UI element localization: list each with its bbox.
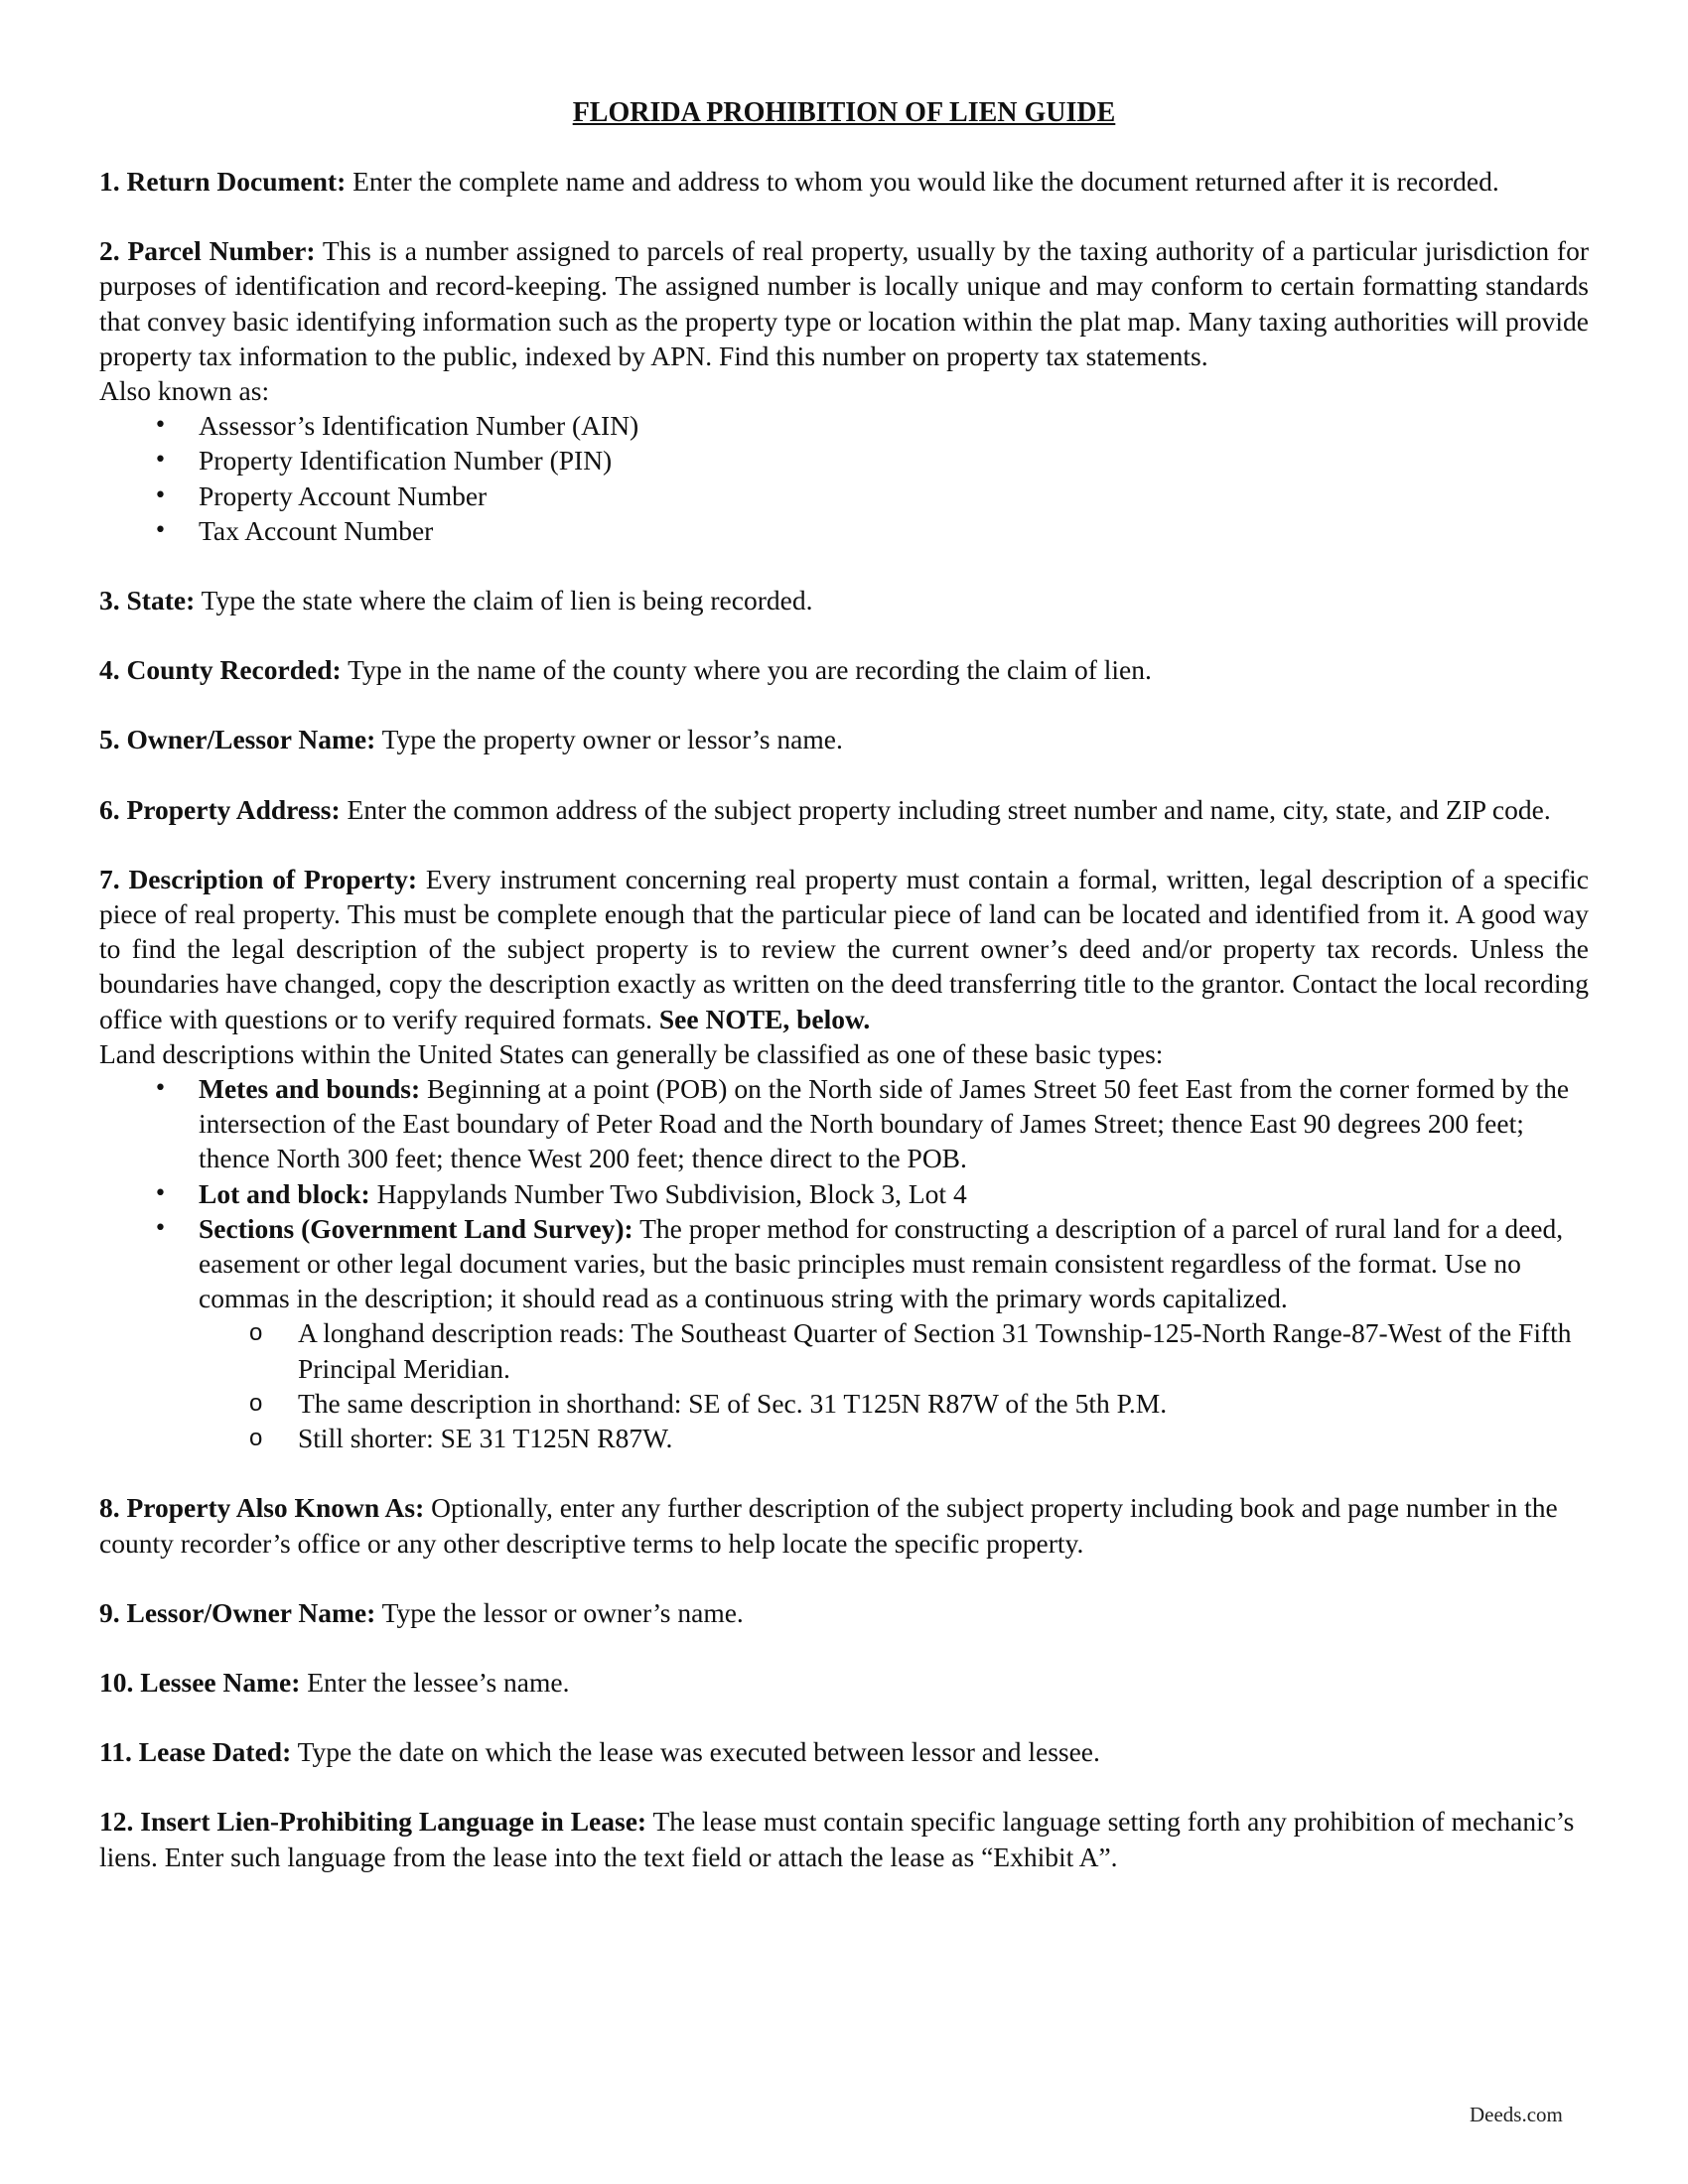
footer-brand: Deeds.com bbox=[1470, 2103, 1563, 2126]
item-property-also-known-as bbox=[99, 1490, 1589, 1560]
item-text: Type the property owner or lessor’s name. bbox=[381, 724, 843, 755]
item-lessee-name bbox=[99, 1665, 1589, 1700]
item-text: Type the date on which the lease was executed between lessor and lessee. bbox=[297, 1736, 1100, 1768]
item-label: 10. Lessee Name: bbox=[99, 1666, 301, 1698]
item-text: Type the lessor or owner’s name. bbox=[381, 1596, 744, 1628]
types-intro: Land descriptions within the United States can generally be classified as one of these basic types: bbox=[99, 1037, 1164, 1069]
item-label: 11. Lease Dated: bbox=[99, 1736, 292, 1768]
list-item: • Property Account Number bbox=[99, 478, 1589, 513]
item-lease-dated bbox=[99, 1734, 1589, 1769]
item-text: Every instrument concerning real property must contain a formal, written, legal description of a specific piece of real property. This must be complete enough that the particular piece of land can be located and identified from it. A good way to find the legal description of the subject property is to review the current owner’s deed and/or property tax records. Unless the boundaries have changed, copy the description exactly as written on the deed transferring title to the grantor. Contact the local recording office with questions or to verify required formats. bbox=[99, 863, 1589, 1034]
item-parcel-number bbox=[99, 233, 1589, 548]
item-property-address bbox=[99, 792, 1589, 827]
list-item: o The same description in shorthand: SE of Sec. 31 T125N R87W of the 5th P.M. bbox=[199, 1386, 1589, 1421]
item-label: 4. County Recorded: bbox=[99, 654, 342, 686]
list-item: o A longhand description reads: The Southeast Quarter of Section 31 Township-125-North Range-87-West of the Fifth Principal Meridian. bbox=[199, 1315, 1589, 1385]
item-label: 6. Property Address: bbox=[99, 793, 341, 825]
item-label: 5. Owner/Lessor Name: bbox=[99, 724, 376, 755]
item-text: Type in the name of the county where you are recording the claim of lien. bbox=[348, 654, 1152, 686]
item-label: 9. Lessor/Owner Name: bbox=[99, 1596, 376, 1628]
item-return-document bbox=[99, 164, 1589, 199]
page-title: FLORIDA PROHIBITION OF LIEN GUIDE bbox=[572, 97, 1116, 128]
item-text: The lease must contain specific language setting forth any prohibition of mechanic’s liens. Enter such language from the lease into the text field or attach the lease as “Exhibit A”. bbox=[99, 1806, 1575, 1872]
list-item: • Tax Account Number bbox=[99, 513, 1589, 548]
list-item: • Lot and block: Happylands Number Two Subdivision, Block 3, Lot 4 bbox=[99, 1176, 1589, 1211]
item-label: 7. Description of Property: bbox=[99, 863, 417, 894]
list-item: o Still shorter: SE 31 T125N R87W. bbox=[199, 1421, 1589, 1455]
item-label: 2. Parcel Number: bbox=[99, 235, 316, 267]
list-item: • Sections (Government Land Survey): The proper method for constructing a description of a parcel of rural land for a deed, easement or other legal document varies, but the basic principles must remain consistent regardless of the format. Use no commas in the description; it should read as a continuous string with the primary words capitalized. o A longhand description reads: The Southeast Quarter of Section 31 Township-125-North Range-87-West of the Fifth Principal Meridian. o The same description in shorthand: SE of Sec. 31 T125N R87W of the 5th P.M. o Still shorter: SE 31 T125N R87W. bbox=[99, 1211, 1589, 1455]
aka-label: Also known as: bbox=[99, 375, 270, 407]
item-owner-lessor-name bbox=[99, 722, 1589, 756]
item-lessor-owner-name bbox=[99, 1595, 1589, 1630]
guide-page bbox=[99, 95, 1589, 1909]
item-label: 8. Property Also Known As: bbox=[99, 1492, 425, 1524]
item-label: 1. Return Document: bbox=[99, 166, 347, 197]
list-item: • Property Identification Number (PIN) bbox=[99, 443, 1589, 478]
item-label: 3. State: bbox=[99, 585, 196, 616]
section-examples-list bbox=[199, 1315, 1589, 1455]
item-text: Optionally, enter any further description of the subject property including book and page number in the county recorder’s office or any other descriptive terms to help locate the specific property. bbox=[99, 1492, 1558, 1559]
list-item: • Assessor’s Identification Number (AIN) bbox=[99, 408, 1589, 443]
item-text: Enter the lessee’s name. bbox=[307, 1666, 570, 1698]
aka-list bbox=[99, 408, 1589, 548]
item-label: 12. Insert Lien-Prohibiting Language in Lease: bbox=[99, 1806, 647, 1838]
item-lien-prohibiting-language bbox=[99, 1804, 1589, 1873]
item-text: Type the state where the claim of lien is being recorded. bbox=[201, 585, 813, 616]
list-item: • Metes and bounds: Beginning at a point (POB) on the North side of James Street 50 feet East from the corner formed by the intersection of the East boundary of Peter Road and the North boundary of James Street; thence East 90 degrees 200 feet; thence North 300 feet; thence West 200 feet; thence direct to the POB. bbox=[99, 1071, 1589, 1176]
item-state bbox=[99, 583, 1589, 617]
description-types-list bbox=[99, 1071, 1589, 1455]
see-note: See NOTE, below. bbox=[658, 1003, 871, 1034]
item-text: Enter the complete name and address to whom you would like the document returned after it is recorded. bbox=[352, 166, 1499, 197]
item-text: This is a number assigned to parcels of real property, usually by the taxing authority of a particular jurisdiction for purposes of identification and record-keeping. The assigned number is locally unique and may conform to certain formatting standards that convey basic identifying information such as the property type or location within the plat map. Many taxing authorities will provide property tax information to the public, indexed by APN. Find this number on property tax statements. bbox=[99, 235, 1589, 371]
item-description-of-property bbox=[99, 862, 1589, 1455]
item-county-recorded bbox=[99, 652, 1589, 687]
item-text: Enter the common address of the subject property including street number and name, city, state, and ZIP code. bbox=[347, 793, 1551, 825]
